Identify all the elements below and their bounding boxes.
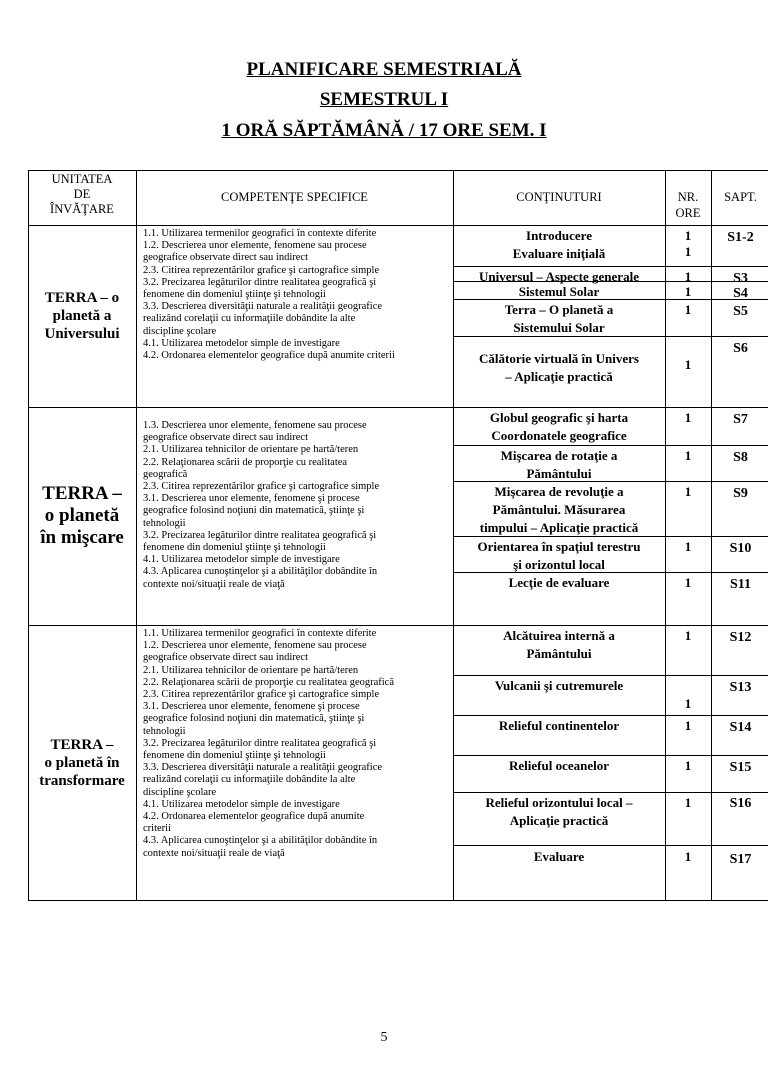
hours-cell: 1: [684, 284, 692, 299]
table-rule: [453, 445, 768, 446]
table-rule: [453, 266, 768, 267]
competence-line: 4.3. Aplicarea cunoştinţelor şi a abilităţilor dobândite în: [143, 835, 378, 847]
content-row: Alcătuirea internă a: [503, 628, 615, 643]
week-cell: S13: [729, 680, 752, 695]
content-row: Sistemului Solar: [513, 320, 605, 335]
competence-line: 3.3. Descrierea diversităţii naturale a realităţii geografice: [143, 762, 383, 774]
content-row: Mişcarea de revoluţie a: [494, 484, 624, 499]
competence-line: 4.1. Utilizarea metodelor simple de investigare: [143, 798, 340, 810]
content-row: Evaluare: [533, 849, 585, 864]
content-row: Lecţie de evaluare: [508, 575, 610, 590]
hours-cell: 1: [684, 539, 692, 554]
content-row: Călătorie virtuală în Univers: [479, 351, 639, 366]
table-rule: [28, 407, 768, 408]
content-row: Relieful continentelor: [498, 718, 620, 733]
competence-line: 2.1. Utilizarea tehnicilor de orientare pe hartă/teren: [143, 664, 359, 676]
competence-line: 4.1. Utilizarea metodelor simple de investigare: [143, 337, 340, 349]
competence-line: 4.1. Utilizarea metodelor simple de investigare: [143, 554, 340, 566]
table-rule: [453, 792, 768, 793]
hours-cell: 1: [684, 696, 692, 711]
table-rule: [453, 715, 768, 716]
week-cell: S10: [729, 541, 752, 556]
competence-line: realizând corelaţii cu informaţiile dobândite la alte: [143, 774, 356, 786]
competence-line: contexte noi/situaţii reale de viaţă: [143, 578, 285, 590]
week-cell: S14: [729, 720, 752, 735]
content-row: Coordonatele geografice: [491, 428, 627, 443]
competence-line: 3.1. Descrierea unor elemente, fenomene şi procese: [143, 701, 360, 713]
header-competences: COMPETENŢE SPECIFICE: [221, 190, 368, 204]
competence-line: 2.1. Utilizarea tehnicilor de orientare pe hartă/teren: [143, 444, 359, 456]
header-nr: ORE: [675, 206, 701, 220]
unit-title: transformare: [39, 772, 125, 789]
hours-cell: 1: [684, 448, 692, 463]
competence-line: geografice folosind noţiuni din matematică, ştiinţe şi: [143, 505, 365, 517]
table-rule: [28, 170, 768, 171]
week-cell: S9: [733, 486, 748, 501]
competence-line: discipline şcolare: [143, 786, 217, 798]
table-rule: [453, 170, 454, 900]
table-rule: [28, 225, 768, 226]
week-cell: S15: [729, 760, 752, 775]
table-rule: [136, 170, 137, 900]
competence-line: 1.3. Descrierea unor elemente, fenomene sau procese: [143, 420, 367, 431]
competence-line: 1.1. Utilizarea termenilor geografici în contexte diferite: [143, 228, 377, 239]
table-rule: [28, 625, 768, 626]
unit-title: TERRA –: [50, 736, 114, 753]
competence-line: fenomene din domeniul ştiinţe şi tehnologii: [143, 542, 326, 553]
page-number: 5: [380, 1030, 388, 1045]
unit-title: planetă a: [52, 308, 112, 324]
competence-line: geografice observate direct sau indirect: [143, 652, 309, 664]
competence-line: 4.2. Ordonarea elementelor geografice după anumite: [143, 811, 365, 822]
unit-title: TERRA –: [42, 483, 122, 504]
hours-cell: 1: [684, 410, 692, 425]
competence-line: 2.2. Relaţionarea scării de proporţie cu realitatea: [143, 456, 348, 468]
unit-title: în mişcare: [40, 527, 124, 548]
hours-cell: 1: [684, 628, 692, 643]
week-cell: S17: [729, 852, 752, 867]
content-row: şi orizontul local: [513, 557, 605, 572]
competence-line: 3.1. Descrierea unor elemente, fenomene şi procese: [143, 493, 360, 505]
content-row: Universul – Aspecte generale: [479, 269, 639, 284]
competence-line: criterii: [143, 823, 171, 835]
competence-line: geografice observate direct sau indirect: [143, 432, 309, 444]
competence-line: fenomene din domeniul ştiinţe şi tehnologii: [143, 750, 326, 761]
content-row: – Aplicaţie practică: [505, 369, 613, 384]
week-cell: S7: [733, 412, 748, 427]
unit-title: TERRA – o: [44, 290, 120, 306]
competence-line: tehnologii: [143, 725, 186, 737]
competence-line: 2.3. Citirea reprezentărilor grafice şi cartografice simple: [143, 481, 380, 492]
competence-line: 1.2. Descrierea unor elemente, fenomene sau procese: [143, 240, 367, 252]
table-rule: [28, 170, 29, 900]
page-subtitle-semester: SEMESTRUL I: [319, 89, 449, 110]
week-cell: S3: [733, 271, 748, 286]
hours-cell: 1: [684, 228, 692, 243]
competence-line: discipline şcolare: [143, 325, 217, 337]
table-rule: [453, 675, 768, 676]
competence-line: geografice observate direct sau indirect: [143, 252, 309, 264]
week-cell: S11: [729, 577, 751, 592]
competence-line: 1.2. Descrierea unor elemente, fenomene sau procese: [143, 640, 367, 652]
content-row: Globul geografic şi harta: [489, 410, 629, 425]
competence-line: 3.2. Precizarea legăturilor dintre realitatea geografică şi: [143, 276, 377, 288]
hours-cell: 1: [684, 849, 692, 864]
content-row: timpului – Aplicaţie practică: [479, 520, 639, 535]
content-row: Relieful oceanelor: [509, 758, 609, 773]
competence-line: fenomene din domeniul ştiinţe şi tehnologii: [143, 289, 326, 300]
header-unit: DE: [73, 187, 91, 201]
unit-title: o planetă: [44, 505, 120, 526]
competence-line: realizând corelaţii cu informaţiile dobândite la alte: [143, 313, 356, 325]
competence-line: 3.2. Precizarea legăturilor dintre realitatea geografică şi: [143, 529, 377, 541]
content-row: Orientarea în spaţiul terestru: [477, 539, 641, 554]
week-cell: S5: [733, 304, 748, 319]
competence-line: 3.2. Precizarea legăturilor dintre realitatea geografică şi: [143, 737, 377, 749]
header-nr: NR.: [677, 190, 699, 204]
hours-cell: 1: [684, 357, 692, 372]
page-title: PLANIFICARE SEMESTRIALĂ: [246, 59, 522, 80]
competence-line: 4.3. Aplicarea cunoştinţelor şi a abilităţilor dobândite în: [143, 566, 378, 578]
hours-cell: 1: [684, 758, 692, 773]
header-week: SAPT.: [724, 190, 757, 204]
week-cell: S8: [733, 450, 748, 465]
content-row: Pământului: [526, 466, 592, 481]
header-contents: CONŢINUTURI: [516, 190, 602, 204]
hours-cell: 1: [684, 269, 692, 284]
competence-line: tehnologii: [143, 517, 186, 529]
competence-line: 3.3. Descrierea diversităţii naturale a realităţii geografice: [143, 301, 383, 313]
hours-cell: 1: [684, 244, 692, 259]
table-rule: [28, 900, 768, 901]
competence-line: 4.2. Ordonarea elementelor geografice după anumite criterii: [143, 350, 395, 361]
competence-line: 1.1. Utilizarea termenilor geografici în contexte diferite: [143, 628, 377, 639]
content-row: Mişcarea de rotaţie a: [500, 448, 618, 463]
header-unit: ÎNVĂŢARE: [50, 202, 114, 216]
header-unit: UNITATEA: [51, 172, 113, 186]
hours-cell: 1: [684, 575, 692, 590]
planning-table: [28, 170, 768, 900]
competence-line: 2.3. Citirea reprezentărilor grafice şi cartografice simple: [143, 689, 380, 700]
unit-title: o planetă în: [44, 754, 120, 771]
hours-cell: 1: [684, 718, 692, 733]
week-cell: S16: [729, 796, 752, 811]
content-row: Pământului: [526, 646, 592, 661]
unit-title: Universului: [44, 326, 120, 342]
content-row: Evaluare iniţială: [512, 246, 606, 261]
competence-line: geografice folosind noţiuni din matematică, ştiinţe şi: [143, 713, 365, 725]
week-cell: S12: [729, 630, 752, 645]
hours-cell: 1: [684, 795, 692, 810]
page-subtitle-hours: 1 ORĂ SĂPTĂMÂNĂ / 17 ORE SEM. I: [221, 120, 547, 141]
content-row: Aplicaţie practică: [509, 813, 609, 828]
competence-line: contexte noi/situaţii reale de viaţă: [143, 847, 285, 859]
competence-line: 2.3. Citirea reprezentărilor grafice şi cartografice simple: [143, 264, 380, 276]
content-row: Terra – O planetă a: [504, 302, 614, 317]
hours-cell: 1: [684, 484, 692, 499]
content-row: Relieful orizontului local –: [485, 795, 633, 810]
table-rule: [453, 755, 768, 756]
content-row: Introducere: [526, 228, 592, 243]
table-rule: [453, 845, 768, 846]
week-cell: S6: [733, 341, 748, 356]
content-row: Vulcanii şi cutremurele: [494, 678, 624, 693]
week-cell: S4: [733, 286, 748, 301]
competence-line: geografică: [143, 468, 188, 480]
competence-line: 2.2. Relaţionarea scării de proporţie cu realitatea geografică: [143, 676, 394, 688]
hours-cell: 1: [684, 302, 692, 317]
content-row: Sistemul Solar: [518, 284, 600, 299]
week-cell: S1-2: [727, 230, 754, 245]
content-row: Pământului. Măsurarea: [492, 502, 626, 517]
